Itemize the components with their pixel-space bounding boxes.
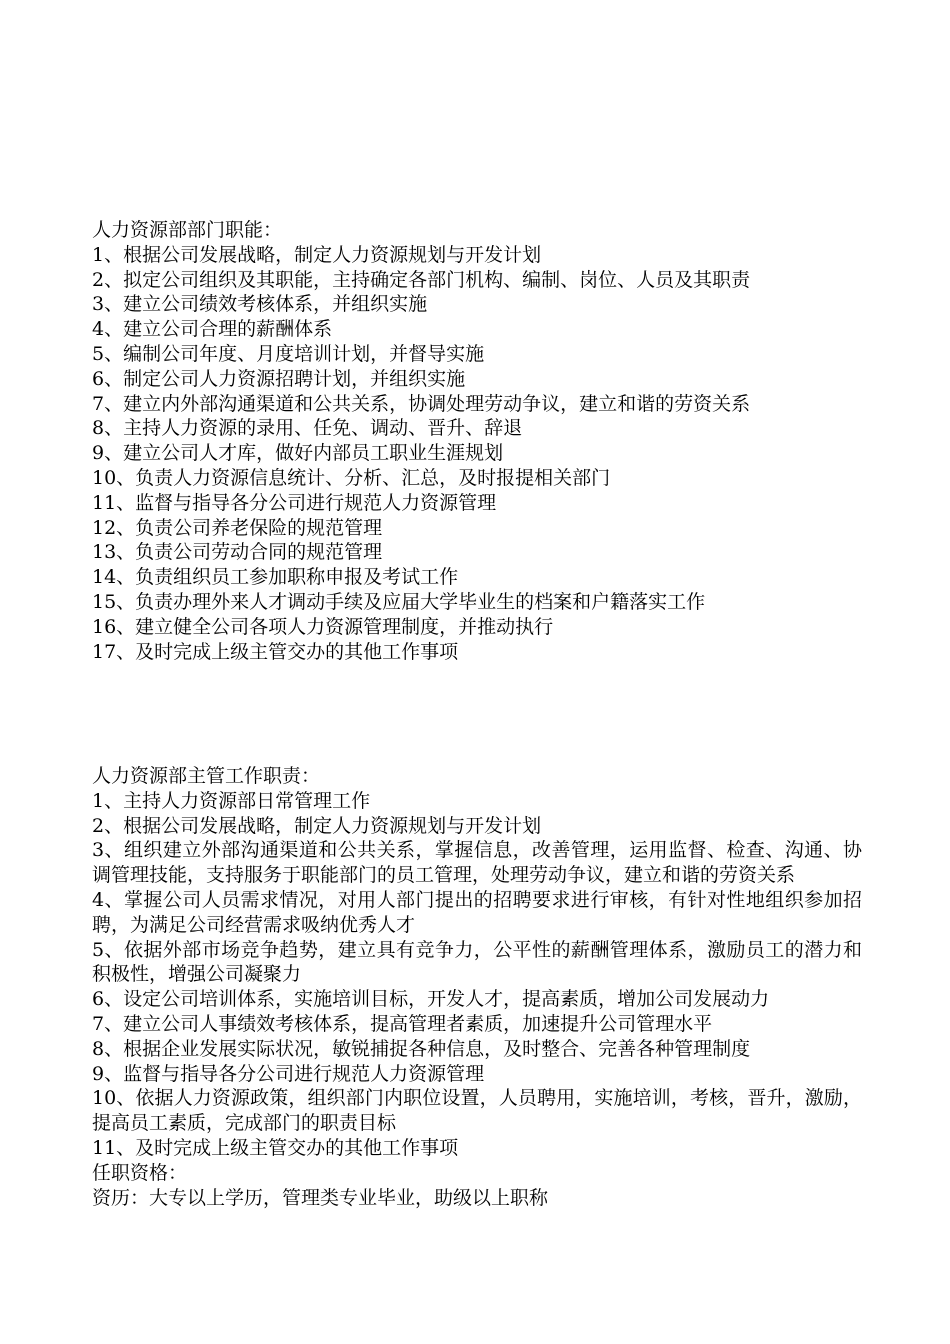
department-functions-section xyxy=(92,218,862,664)
duty-item: 11、及时完成上级主管交办的其他工作事项 xyxy=(92,1136,459,1159)
duty-item: 7、建立公司人事绩效考核体系，提高管理者素质，加速提升公司管理水平 xyxy=(92,1012,713,1035)
function-item: 11、监督与指导各分公司进行规范人力资源管理 xyxy=(92,491,497,514)
function-item: 10、负责人力资源信息统计、分析、汇总，及时报提相关部门 xyxy=(92,466,611,489)
function-item: 3、建立公司绩效考核体系，并组织实施 xyxy=(92,293,428,316)
duty-item: 8、根据企业发展实际状况，敏锐捕捉各种信息，及时整合、完善各种管理制度 xyxy=(92,1037,751,1060)
duty-item: 5、依据外部市场竞争趋势，建立具有竞争力，公平性的薪酬管理体系，激励员工的潜力和积极性，增强公司凝聚力 xyxy=(92,938,862,986)
function-item: 15、负责办理外来人才调动手续及应届大学毕业生的档案和户籍落实工作 xyxy=(92,590,706,613)
supervisor-duties-section xyxy=(92,764,862,1210)
duty-item: 6、设定公司培训体系，实施培训目标，开发人才，提高素质，增加公司发展动力 xyxy=(92,988,770,1011)
function-item: 9、建立公司人才库，做好内部员工职业生涯规划 xyxy=(92,442,504,465)
qualification-text: 资历：大专以上学历，管理类专业毕业，助级以上职称 xyxy=(92,1186,549,1209)
function-item: 4、建立公司合理的薪酬体系 xyxy=(92,318,333,341)
functions-heading: 人力资源部部门职能： xyxy=(92,219,283,241)
function-item: 7、建立内外部沟通渠道和公共关系，协调处理劳动争议，建立和谐的劳资关系 xyxy=(92,392,751,415)
function-item: 17、及时完成上级主管交办的其他工作事项 xyxy=(92,640,459,663)
function-item: 1、根据公司发展战略，制定人力资源规划与开发计划 xyxy=(92,243,542,266)
function-item: 8、主持人力资源的录用、任免、调动、晋升、辞退 xyxy=(92,417,523,440)
function-item: 13、负责公司劳动合同的规范管理 xyxy=(92,541,383,564)
function-item: 6、制定公司人力资源招聘计划，并组织实施 xyxy=(92,367,466,390)
duties-heading: 人力资源部主管工作职责： xyxy=(92,765,321,787)
duty-item: 4、掌握公司人员需求情况，对用人部门提出的招聘要求进行审核，有针对性地组织参加招聘，为满足公司经营需求吸纳优秀人才 xyxy=(92,888,862,936)
function-item: 16、建立健全公司各项人力资源管理制度，并推动执行 xyxy=(92,615,554,638)
function-item: 14、负责组织员工参加职称申报及考试工作 xyxy=(92,566,459,589)
qualification-heading: 任职资格： xyxy=(92,1161,188,1184)
duty-item: 10、依据人力资源政策，组织部门内职位设置，人员聘用，实施培训，考核，晋升，激励，提高员工素质，完成部门的职责目标 xyxy=(92,1087,862,1135)
duty-item: 9、监督与指导各分公司进行规范人力资源管理 xyxy=(92,1062,485,1085)
function-item: 5、编制公司年度、月度培训计划，并督导实施 xyxy=(92,342,485,365)
duty-item: 1、主持人力资源部日常管理工作 xyxy=(92,789,371,812)
duty-item: 2、根据公司发展战略，制定人力资源规划与开发计划 xyxy=(92,814,542,837)
function-item: 2、拟定公司组织及其职能，主持确定各部门机构、编制、岗位、人员及其职责 xyxy=(92,268,751,291)
function-item: 12、负责公司养老保险的规范管理 xyxy=(92,516,383,539)
duty-item: 3、组织建立外部沟通渠道和公共关系，掌握信息，改善管理，运用监督、检查、沟通、协调管理技能，支持服务于职能部门的员工管理，处理劳动争议，建立和谐的劳资关系 xyxy=(92,839,862,887)
